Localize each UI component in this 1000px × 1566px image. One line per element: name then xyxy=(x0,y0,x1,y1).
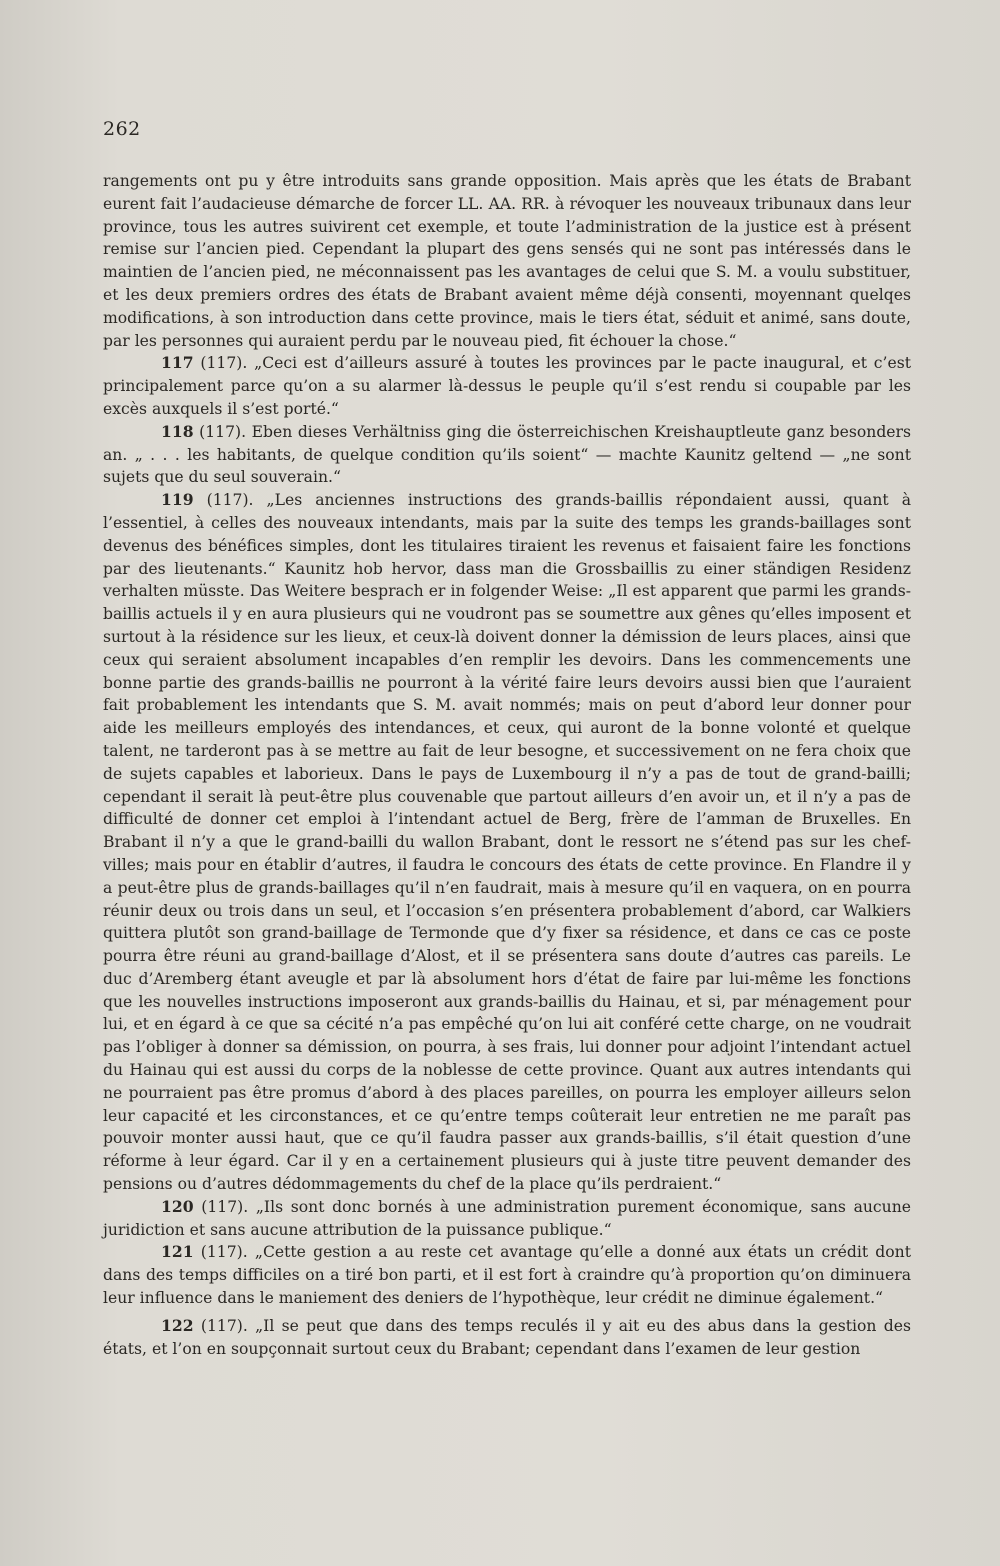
endnote-text: (117). „Ceci est d’ailleurs assuré à toutes les provinces par le pacte inaugural, et c’est principalement parce qu’on a su alarmer là-dessus le peuple qu’il s’est rendu si coupable par les excès auxquels il s’est porté.“ xyxy=(103,354,911,418)
endnote-121 xyxy=(103,1241,911,1309)
endnote-122 xyxy=(103,1315,911,1361)
page-body xyxy=(103,170,911,1360)
endnote-number: 122 xyxy=(161,1315,194,1335)
endnote-text: (117). „Il se peut que dans des temps reculés il y ait eu des abus dans la gestion des états, et l’on en soupçonnait surtout ceux du Brabant; cependant dans l’examen de leur gestion xyxy=(103,1316,911,1358)
endnote-118 xyxy=(103,421,911,489)
endnote-number: 117 xyxy=(161,353,194,373)
paragraph-continuation xyxy=(103,170,911,352)
endnote-text: (117). „Les anciennes instructions des grands-baillis répondaient aussi, quant à l’essentiel, à celles des nouveaux intendants, mais par la suite des temps les grands-baillages sont devenus des bénéfices simples, dont les titulaires tiraient les revenus et faisaient faire les fonctions par des lieutenants.“ Kaunitz hob hervor, dass man die Grossbaillis zu einer ständigen Residenz verhalten müsste. Das Weitere besprach er in folgender Weise: „Il est apparent que parmi les grands-baillis actuels il y en aura plusieurs qui ne voudront pas se soumettre aux gênes qu’elles imposent et surtout à la résidence sur les lieux, et ceux-là doivent donner la démission de leurs places, ainsi que ceux qui seraient absolument incapables d’en remplir les devoirs. Dans les commencements une bonne partie des grands-baillis ne pourront à la vérité faire leurs devoirs aussi bien que l’auraient fait probablement les intendants que S. M. avait nommés; mais on peut d’abord leur donner pour aide les meilleurs employés des intendances, et ceux, qui auront de la bonne volonté et quelque talent, ne tarderont pas à se mettre au fait de leur besogne, et successivement on ne fera choix que de sujets capables et laborieux. Dans le pays de Luxembourg il n’y a pas de tout de grand-bailli; cependant il serait là peut-être plus couvenable que partout ailleurs d’en avoir un, et il n’y a pas de difficulté de donner cet emploi à l’intendant actuel de Berg, frère de l’amman de Bruxelles. En Brabant il n’y a que le grand-bailli du wallon Brabant, dont le ressort ne s’étend pas sur les chef-villes; mais pour en établir d’autres, il faudra le concours des états de cette province. En Flandre il y a peut-être plus de grands-baillages qu’il n’en faudrait, mais à mesure qu’il en vaquera, on en pourra réunir deux ou trois dans un seul, et l’occasion s’en présentera probablement d’abord, car Walkiers quittera plutôt son grand-baillage de Termonde que d’y fixer sa résidence, et dans ce cas ce poste pourra être réuni au grand-baillage d’Alost, et il se présentera sans doute d’autres cas pareils. Le duc d’Aremberg étant aveugle et par là absolument hors d’état de faire par lui-même les fonctions que les nouvelles instructions imposeront aux grands-baillis du Hainau, et si, par ménagement pour lui, et en égard à ce que sa cécité n’a pas empêché qu’on lui ait conféré cette charge, on ne voudrait pas l’obliger à donner sa démission, on pourra, à ses frais, lui donner pour adjoint l’intendant actuel du Hainau qui est aussi du corps de la noblesse de cette province. Quant aux autres intendants qui ne pourraient pas être promus d’abord à des places pareilles, on pourra les employer ailleurs selon leur capacité et les circonstances, et ce qu’entre temps coûterait leur entretien ne me paraît pas pouvoir monter aussi haut, que ce qu’il faudra passer aux grands-baillis, s’il était question d’une réforme à leur égard. Car il y en a certainement plusieurs qui à juste titre peuvent demander des pensions ou d’autres dédommagements du chef de la place qu’ils perdraient.“ xyxy=(103,491,911,1194)
endnote-text: (117). „Cette gestion a au reste cet avantage qu’elle a donné aux états un crédit dont dans des temps difficiles on a tiré bon parti, et il est fort à craindre qu’à proportion qu’on diminuera leur influence dans le maniement des deniers de l’hypothèque, leur crédit ne diminue également.“ xyxy=(103,1243,911,1308)
page-number: 262 xyxy=(103,118,141,140)
endnote-120 xyxy=(103,1196,911,1242)
endnote-text: (117). Eben dieses Verhältniss ging die österreichischen Kreishauptleute ganz besonders an. „ . . . les habitants, de quelque condition qu’ils soient“ — machte Kaunitz geltend — „ne sont sujets que du seul souverain.“ xyxy=(103,422,911,487)
endnote-number: 119 xyxy=(161,490,194,510)
endnote-119 xyxy=(103,489,911,1196)
paragraph-text: rangements ont pu y être introduits sans grande opposition. Mais après que les états de Brabant eurent fait l’audacieuse démarche de forcer LL. AA. RR. à révoquer les nouveaux tribunaux dans leur province, tous les autres suivirent cet exemple, et toute l’administration de la justice est à présent remise sur l’ancien pied. Cependant la plupart des gens sensés qui ne sont pas intéressés dans le maintien de l’ancien pied, ne méconnaissent pas les avantages de celui que S. M. a voulu substituer, et les deux premiers ordres des états de Brabant avaient même déjà consenti, moyennant quelqes modifications, à son introduction dans cette province, mais le tiers état, séduit et animé, sans doute, par les personnes qui auraient perdu par le nouveau pied, fit échouer la chose.“ xyxy=(103,172,911,350)
endnote-text: (117). „Ils sont donc bornés à une administration purement économique, sans aucune juridiction et sans aucune attribution de la puissance publique.“ xyxy=(103,1197,911,1239)
endnote-number: 121 xyxy=(161,1242,194,1262)
endnote-number: 118 xyxy=(161,421,194,441)
endnote-number: 120 xyxy=(161,1196,194,1216)
endnote-117 xyxy=(103,352,911,420)
